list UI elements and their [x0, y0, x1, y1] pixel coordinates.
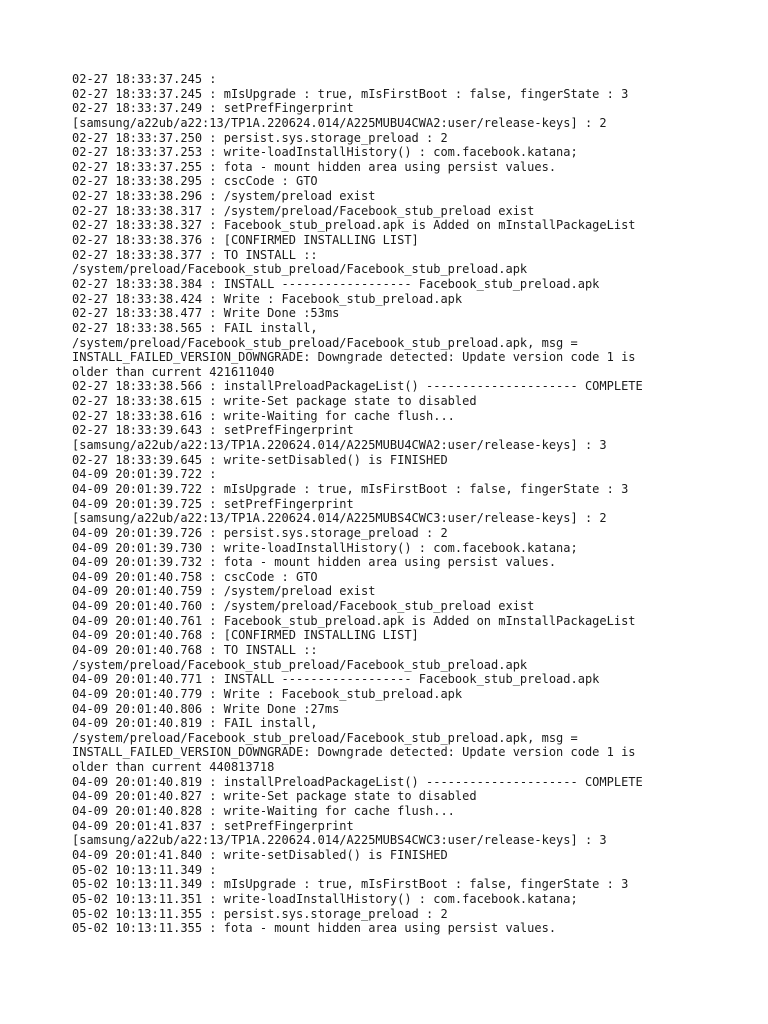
- log-line: [samsung/a22ub/a22:13/TP1A.220624.014/A225MUBU4CWA2:user/release-keys] : 2: [72, 115, 607, 130]
- log-line: 04-09 20:01:40.779 : Write : Facebook_stub_preload.apk: [72, 686, 463, 701]
- log-line: 02-27 18:33:37.255 : fota - mount hidden area using persist values.: [72, 159, 557, 174]
- log-line: 02-27 18:33:38.317 : /system/preload/Facebook_stub_preload exist: [72, 203, 535, 218]
- log-line: 04-09 20:01:40.827 : write-Set package state to disabled: [72, 789, 477, 804]
- log-line: 02-27 18:33:38.376 : [CONFIRMED INSTALLING LIST]: [72, 233, 419, 248]
- log-line: 02-27 18:33:38.615 : write-Set package state to disabled: [72, 394, 477, 409]
- log-line: 04-09 20:01:39.722 : mIsUpgrade : true, mIsFirstBoot : false, fingerState : 3: [72, 481, 629, 496]
- log-line: 05-02 10:13:11.349 :: [72, 862, 217, 877]
- log-line: 04-09 20:01:39.726 : persist.sys.storage_preload : 2: [72, 525, 448, 540]
- log-line: /system/preload/Facebook_stub_preload/Facebook_stub_preload.apk: [72, 262, 528, 277]
- log-line: 02-27 18:33:38.477 : Write Done :53ms: [72, 306, 340, 321]
- log-line: INSTALL_FAILED_VERSION_DOWNGRADE: Downgrade detected: Update version code 1 is: [72, 745, 636, 760]
- log-line: 04-09 20:01:40.819 : FAIL install,: [72, 716, 318, 731]
- log-line: 04-09 20:01:40.759 : /system/preload exist: [72, 584, 376, 599]
- log-document: [72, 72, 722, 936]
- log-line: 02-27 18:33:38.377 : TO INSTALL ::: [72, 247, 318, 262]
- log-line: 04-09 20:01:39.732 : fota - mount hidden area using persist values.: [72, 555, 557, 570]
- log-line: /system/preload/Facebook_stub_preload/Facebook_stub_preload.apk, msg =: [72, 730, 578, 745]
- log-line: 02-27 18:33:37.245 : mIsUpgrade : true, mIsFirstBoot : false, fingerState : 3: [72, 86, 629, 101]
- log-line: 04-09 20:01:40.760 : /system/preload/Facebook_stub_preload exist: [72, 599, 535, 614]
- log-line: 05-02 10:13:11.351 : write-loadInstallHistory() : com.facebook.katana;: [72, 891, 578, 906]
- log-line: 04-09 20:01:41.837 : setPrefFingerprint: [72, 818, 354, 833]
- log-line: [samsung/a22ub/a22:13/TP1A.220624.014/A225MUBS4CWC3:user/release-keys] : 3: [72, 833, 607, 848]
- log-line: 02-27 18:33:38.296 : /system/preload exist: [72, 189, 376, 204]
- log-line: 02-27 18:33:38.327 : Facebook_stub_preload.apk is Added on mInstallPackageList: [72, 218, 636, 233]
- log-line: 02-27 18:33:38.384 : INSTALL ------------------ Facebook_stub_preload.apk: [72, 276, 600, 291]
- log-line: 02-27 18:33:38.565 : FAIL install,: [72, 320, 318, 335]
- log-line: older than current 440813718: [72, 760, 275, 775]
- log-line: INSTALL_FAILED_VERSION_DOWNGRADE: Downgrade detected: Update version code 1 is: [72, 350, 636, 365]
- log-line: [samsung/a22ub/a22:13/TP1A.220624.014/A225MUBS4CWC3:user/release-keys] : 2: [72, 511, 607, 526]
- log-line: /system/preload/Facebook_stub_preload/Facebook_stub_preload.apk, msg =: [72, 335, 578, 350]
- log-line: 02-27 18:33:39.645 : write-setDisabled() is FINISHED: [72, 452, 448, 467]
- log-line: 04-09 20:01:39.725 : setPrefFingerprint: [72, 496, 354, 511]
- log-line: 02-27 18:33:37.250 : persist.sys.storage_preload : 2: [72, 130, 448, 145]
- log-line: 02-27 18:33:38.295 : cscCode : GTO: [72, 174, 318, 189]
- log-line: 02-27 18:33:37.253 : write-loadInstallHistory() : com.facebook.katana;: [72, 145, 578, 160]
- log-line: 05-02 10:13:11.355 : persist.sys.storage_preload : 2: [72, 906, 448, 921]
- log-line: 02-27 18:33:38.616 : write-Waiting for cache flush...: [72, 408, 455, 423]
- log-line: 04-09 20:01:40.806 : Write Done :27ms: [72, 701, 340, 716]
- log-line: 02-27 18:33:37.249 : setPrefFingerprint: [72, 101, 354, 116]
- log-line: 04-09 20:01:40.761 : Facebook_stub_preload.apk is Added on mInstallPackageList: [72, 613, 636, 628]
- log-line: 02-27 18:33:37.245 :: [72, 72, 217, 86]
- log-line: 04-09 20:01:40.771 : INSTALL ------------------ Facebook_stub_preload.apk: [72, 672, 600, 687]
- log-line: 04-09 20:01:40.768 : TO INSTALL ::: [72, 642, 318, 657]
- log-line: 02-27 18:33:38.566 : installPreloadPackageList() --------------------- COMPLETE: [72, 379, 643, 394]
- log-line: 04-09 20:01:39.722 :: [72, 467, 217, 482]
- log-line: 04-09 20:01:40.758 : cscCode : GTO: [72, 569, 318, 584]
- log-line: 04-09 20:01:40.819 : installPreloadPackageList() --------------------- COMPLETE: [72, 774, 643, 789]
- log-line: /system/preload/Facebook_stub_preload/Facebook_stub_preload.apk: [72, 657, 528, 672]
- log-line: 02-27 18:33:38.424 : Write : Facebook_stub_preload.apk: [72, 291, 463, 306]
- log-line: [samsung/a22ub/a22:13/TP1A.220624.014/A225MUBU4CWA2:user/release-keys] : 3: [72, 438, 607, 453]
- log-line: 02-27 18:33:39.643 : setPrefFingerprint: [72, 423, 354, 438]
- log-line: older than current 421611040: [72, 364, 275, 379]
- log-line: 05-02 10:13:11.355 : fota - mount hidden area using persist values.: [72, 921, 557, 936]
- log-line: 04-09 20:01:39.730 : write-loadInstallHistory() : com.facebook.katana;: [72, 540, 578, 555]
- log-line: 04-09 20:01:40.768 : [CONFIRMED INSTALLING LIST]: [72, 628, 419, 643]
- log-line: 05-02 10:13:11.349 : mIsUpgrade : true, mIsFirstBoot : false, fingerState : 3: [72, 877, 629, 892]
- log-line: 04-09 20:01:40.828 : write-Waiting for cache flush...: [72, 804, 455, 819]
- log-line: 04-09 20:01:41.840 : write-setDisabled() is FINISHED: [72, 847, 448, 862]
